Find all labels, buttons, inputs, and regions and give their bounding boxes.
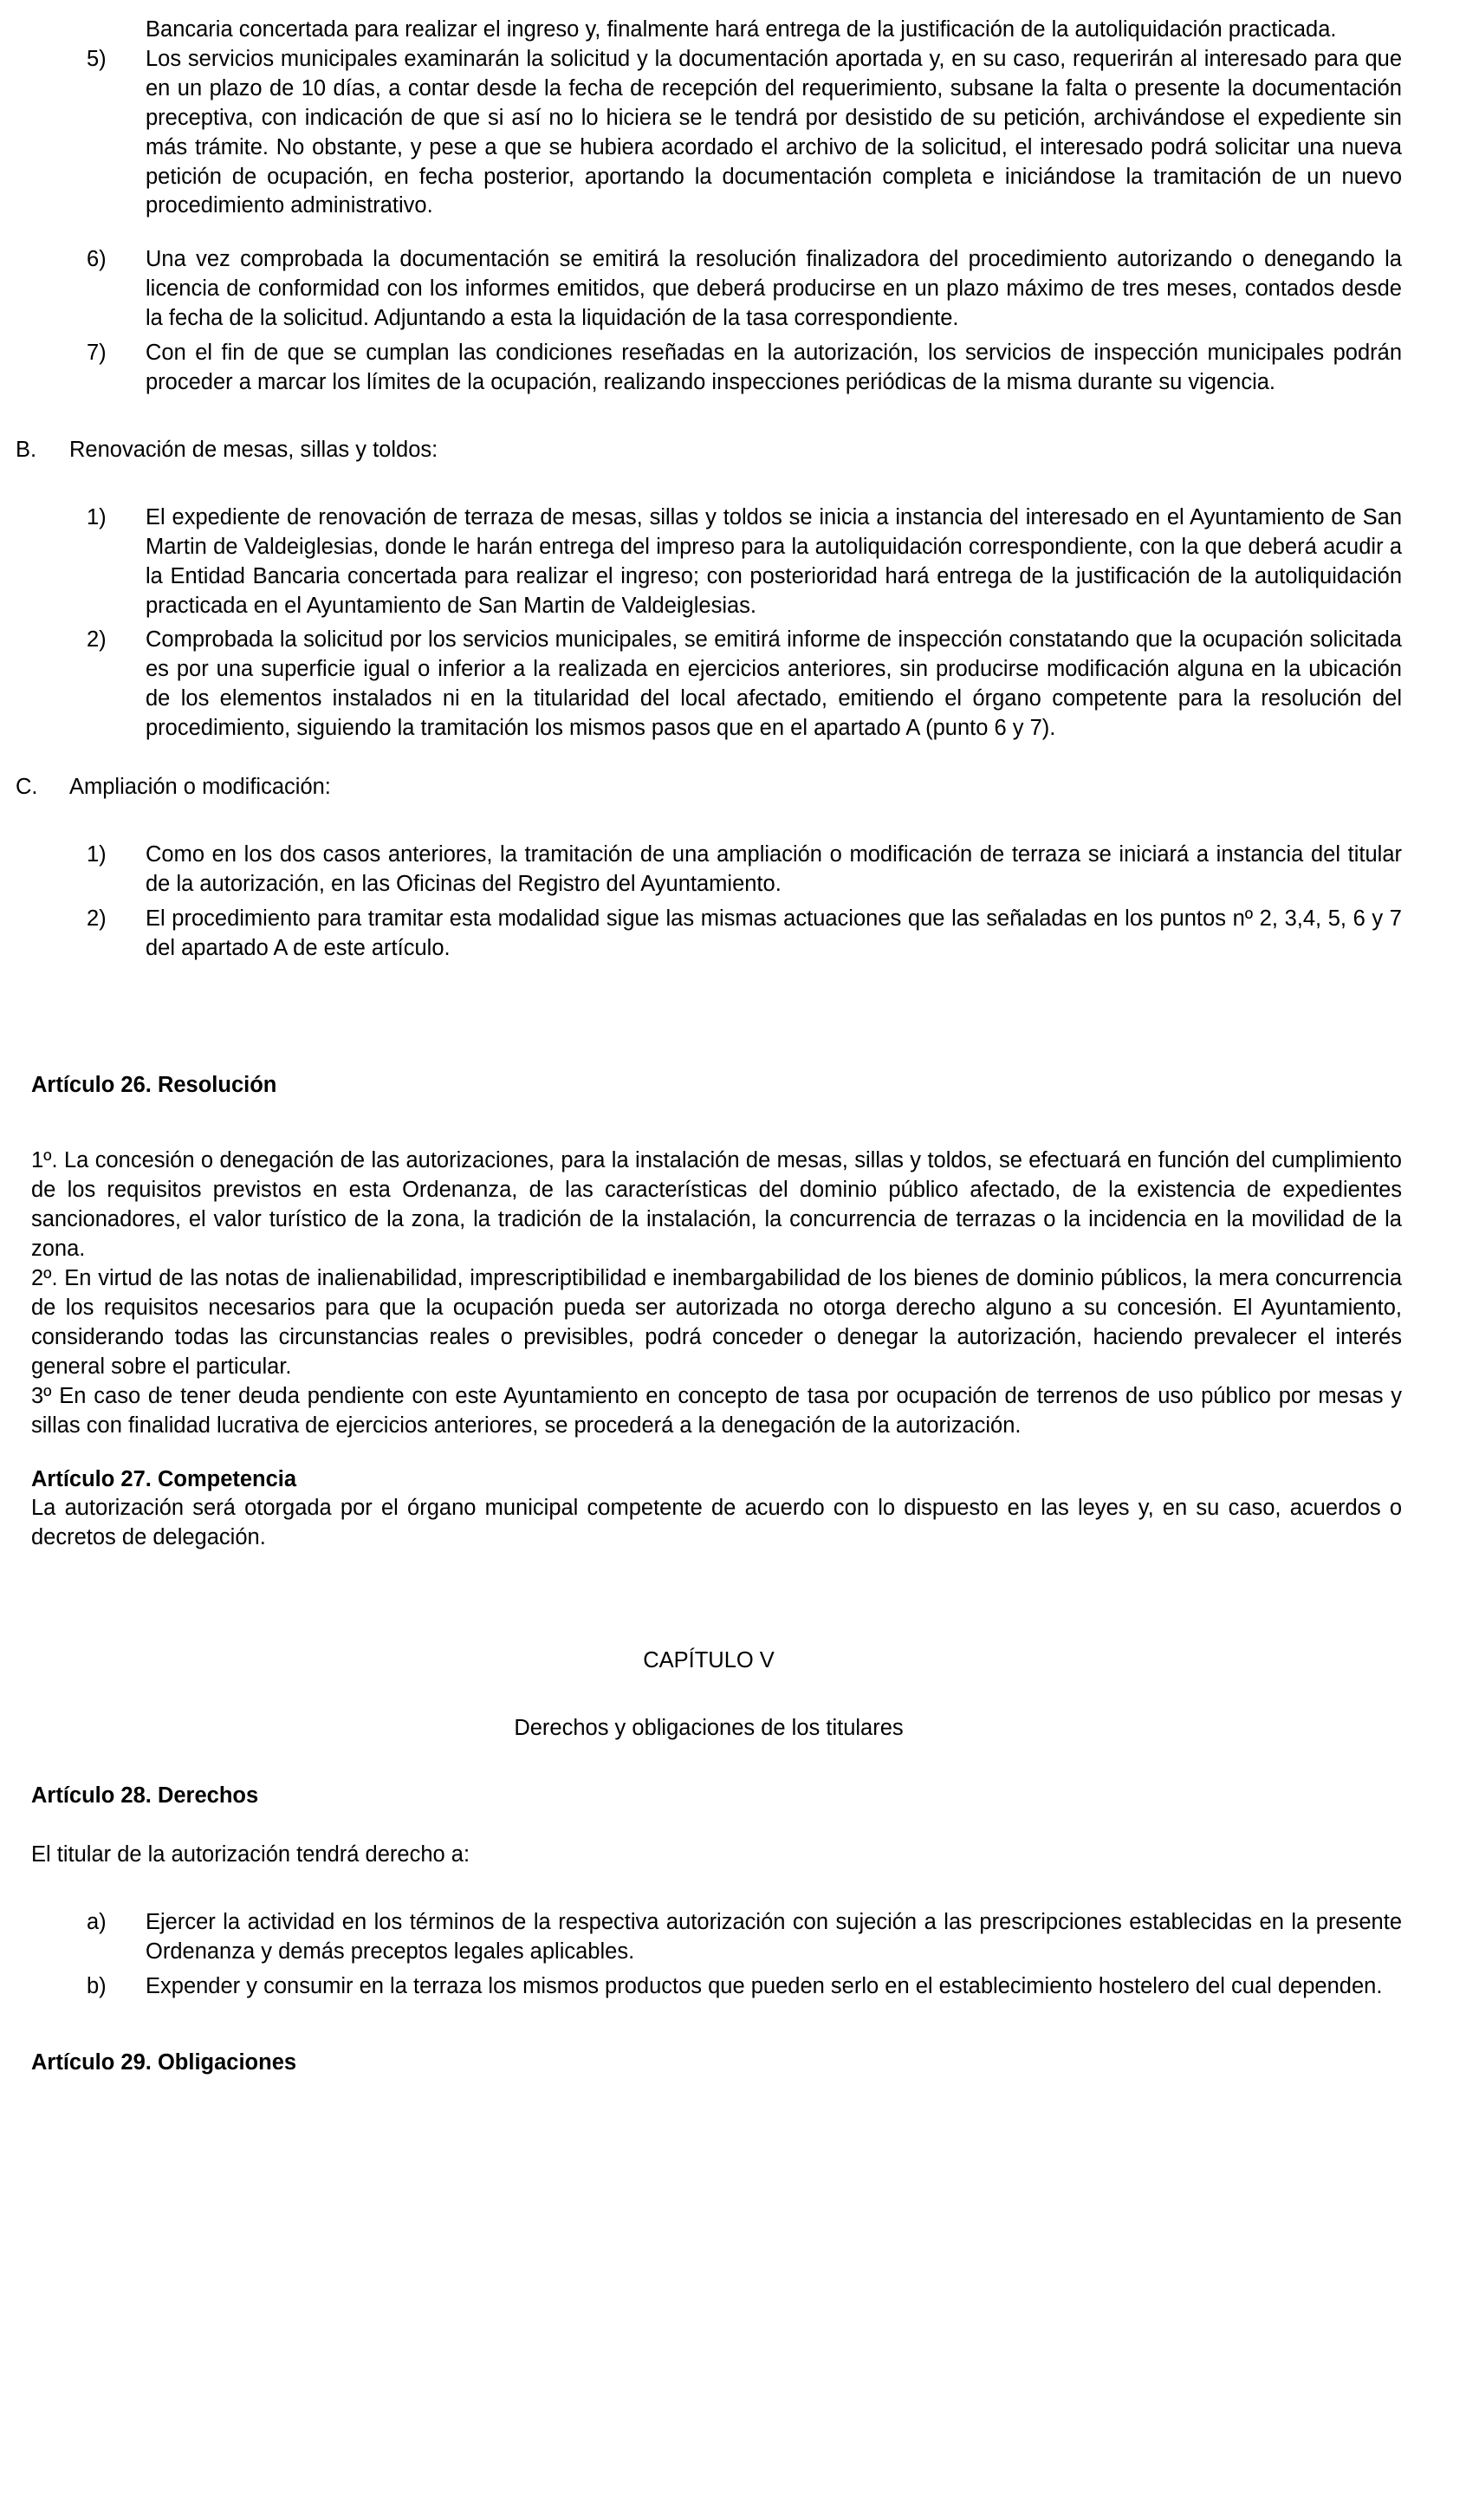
list-text: Con el fin de que se cumplan las condiciones reseñadas en la autorización, los servicios de inspección municipales podrán proceder a marcar los límites de la ocupación, realizando inspecciones periódicas de la misma durante su vigencia. xyxy=(146,341,1402,394)
list-marker: 6) xyxy=(87,247,107,272)
list-marker: 2) xyxy=(87,627,107,653)
list-item xyxy=(87,905,1402,964)
list-marker: a) xyxy=(87,1909,107,1934)
list-item xyxy=(87,245,1402,334)
list-text: Como en los dos casos anteriores, la tramitación de una ampliación o modificación de terraza se iniciará a instancia del titular de la autorización, en las Oficinas del Registro del Ayuntamiento. xyxy=(146,841,1402,896)
list-marker: 7) xyxy=(87,341,107,366)
section-title: Renovación de mesas, sillas y toldos: xyxy=(69,437,438,462)
list-text: El expediente de renovación de terraza de mesas, sillas y toldos se inicia a instancia del interesado en el Ayuntamiento de San Martin de Valdeiglesias, donde le harán entrega del impreso para la autoliquidación correspondiente, con la que deberá acudir a la Entidad Bancaria concertada para realizar el ingreso; con posterioridad hará entrega de la justificación de la autoliquidación practicada en el Ayuntamiento de San Martin de Valdeiglesias. xyxy=(146,504,1402,618)
article-28-heading: Artículo 28. Derechos xyxy=(31,1783,259,1809)
list-text: Expender y consumir en la terraza los mismos productos que pueden serlo en el establecimiento hostelero del cual dependen. xyxy=(146,1973,1383,1998)
article-26-paragraph-3: 3º En caso de tener deuda pendiente con este Ayuntamiento en concepto de tasa por ocupación de terrenos de uso público por mesas y sillas con finalidad lucrativa de ejercicios anteriores, se procederá a la denegación de la autorización. xyxy=(31,1383,1402,1438)
article-26-heading: Artículo 26. Resolución xyxy=(31,1072,277,1097)
list-text: Una vez comprobada la documentación se emitirá la resolución finalizadora del procedimiento autorizando o denegando la licencia de conformidad con los informes emitidos, que deberá producirse en un plazo máximo de tres meses, contados desde la fecha de la solicitud. Adjuntando a esta la liquidación de la tasa correspondiente. xyxy=(146,247,1402,331)
article-27-heading: Artículo 27. Competencia xyxy=(31,1466,297,1491)
list-item xyxy=(87,503,1402,621)
section-marker: C. xyxy=(16,775,38,800)
section-c-heading xyxy=(16,773,1402,802)
section-marker: B. xyxy=(16,437,37,462)
list-item xyxy=(87,1972,1402,2002)
list-marker: 2) xyxy=(87,906,107,931)
article-26-paragraph-2: 2º. En virtud de las notas de inalienabilidad, imprescriptibilidad e inembargabilidad de los bienes de dominio públicos, la mera concurrencia de los requisitos necesarios para que la ocupación pueda ser autorizada no otorga derecho alguno a su concesión. El Ayuntamiento, considerando todas las circunstancias reales o previsibles, podrá conceder o denegar la autorización, haciendo prevalecer el interés general sobre el particular. xyxy=(31,1266,1402,1379)
list-item xyxy=(87,1908,1402,1967)
list-text: Comprobada la solicitud por los servicios municipales, se emitirá informe de inspección constatando que la ocupación solicitada es por una superficie igual o inferior a la realizada en ejercicios anteriores, sin producirse modificación alguna en la ubicación de los elementos instalados ni en la titularidad del local afectado, emitiendo el órgano competente para la resolución del procedimiento, siguiendo la tramitación los mismos pasos que en el apartado A (punto 6 y 7). xyxy=(146,627,1402,741)
chapter-subtitle: Derechos y obligaciones de los titulares xyxy=(514,1716,904,1741)
list-text: Los servicios municipales examinarán la solicitud y la documentación aportada y, en su caso, requerirán al interesado para que en un plazo de 10 días, a contar desde la fecha de recepción del requerimiento, subsane la falta o presente la documentación preceptiva, con indicación de que si así no lo hiciera se le tendrá por desistido de su petición, archivándose el expediente sin más trámite. No obstante, y pese a que se hubiera acordado el archivo de la solicitud, el interesado podrá solicitar una nueva petición de ocupación, en fecha posterior, aportando la documentación completa e iniciándose la tramitación de un nuevo procedimiento administrativo. xyxy=(146,46,1402,218)
continued-paragraph: Bancaria concertada para realizar el ingreso y, finalmente hará entrega de la justificación de la autoliquidación practicada. xyxy=(146,17,1337,42)
section-b-heading xyxy=(16,436,1402,465)
section-title: Ampliación o modificación: xyxy=(69,775,331,800)
list-marker: 1) xyxy=(87,504,107,529)
article-28-intro: El titular de la autorización tendrá derecho a: xyxy=(31,1841,470,1867)
list-item xyxy=(87,626,1402,744)
list-marker: 1) xyxy=(87,841,107,867)
list-text: El procedimiento para tramitar esta modalidad sigue las mismas actuaciones que las señaladas en los puntos nº 2, 3,4, 5, 6 y 7 del apartado A de este artículo. xyxy=(146,906,1402,960)
list-text: Ejercer la actividad en los términos de la respectiva autorización con sujeción a las prescripciones establecidas en la presente Ordenanza y demás preceptos legales aplicables. xyxy=(146,1909,1402,1964)
article-29-heading: Artículo 29. Obligaciones xyxy=(31,2049,297,2075)
list-item xyxy=(87,45,1402,221)
article-27-paragraph-1: La autorización será otorgada por el órgano municipal competente de acuerdo con lo dispuesto en las leyes y, en su caso, acuerdos o decretos de delegación. xyxy=(31,1496,1402,1550)
list-item xyxy=(87,841,1402,900)
chapter-title: CAPÍTULO V xyxy=(643,1648,775,1673)
article-26-paragraph-1: 1º. La concesión o denegación de las autorizaciones, para la instalación de mesas, sillas y toldos, se efectuará en función del cumplimiento de los requisitos previstos en esta Ordenanza, de las características del dominio público afectado, de la existencia de expedientes sancionadores, el valor turístico de la zona, la tradición de la instalación, la concurrencia de terrazas o la incidencia en la movilidad de la zona. xyxy=(31,1148,1402,1262)
list-marker: b) xyxy=(87,1973,107,1998)
list-marker: 5) xyxy=(87,46,107,71)
list-item xyxy=(87,339,1402,398)
